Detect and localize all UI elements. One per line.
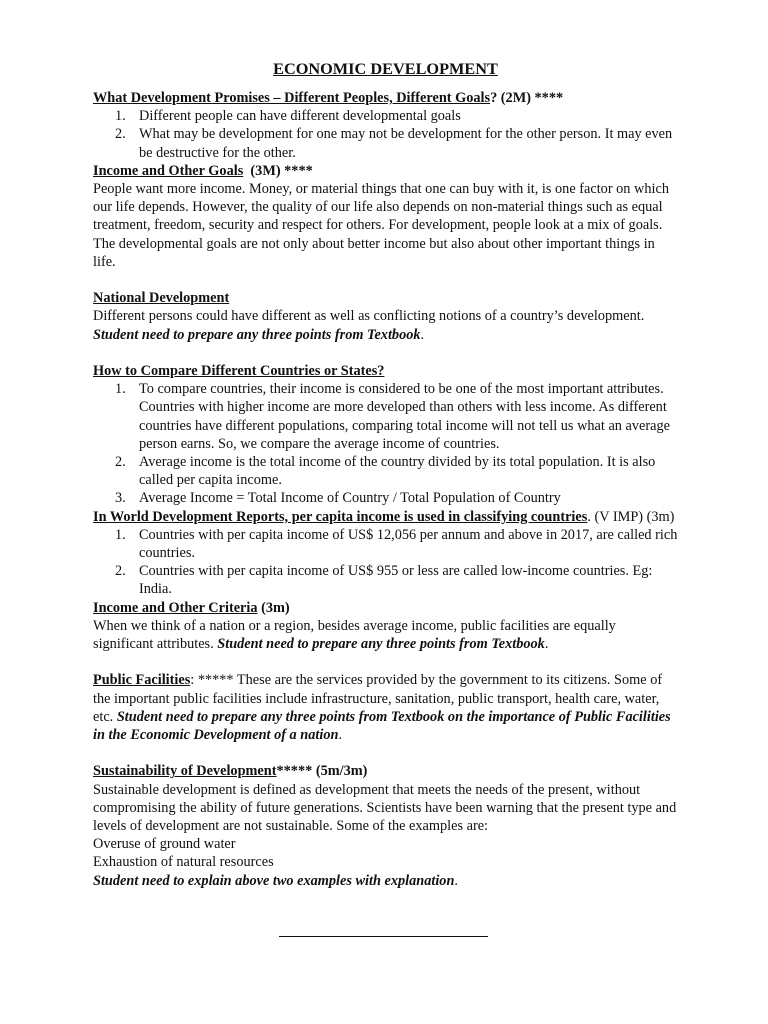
list-world-development [93, 526, 678, 599]
list-compare-countries [93, 380, 678, 507]
study-note: Student need to prepare any three points from Textbook on the importance of Public Facilities in the Economic Development of a nation [93, 708, 671, 744]
heading-marks: ? (2M) **** [490, 90, 564, 106]
heading-compare-countries [93, 362, 678, 380]
study-note: Student need to explain above two examples with explanation [93, 872, 455, 889]
heading-world-development-reports [93, 508, 678, 526]
heading-marks: . (V IMP) (3m) [587, 508, 675, 525]
list-item: 2. What may be development for one may not be development for the other person. It may even be destructive for the other. [115, 126, 673, 161]
paragraph-national-development: Different persons could have different as well as conflicting notions of a country’s development. Student need to prepare any three points from Textbook. [93, 308, 645, 343]
heading-national-development [93, 289, 678, 307]
heading-development-promises [93, 89, 678, 107]
paragraph-income-criteria: When we think of a nation or a region, besides average income, public facilities are equally significant attributes. Student need to prepare any three points from Textbook. [93, 617, 616, 653]
heading-text: What Development Promises – Different Peoples, Different Goals [93, 90, 491, 106]
heading-text: Sustainability of Development [93, 763, 277, 780]
heading-text: National Development [93, 290, 230, 307]
list-item: 1. Different people can have different developmental goals [115, 108, 461, 125]
heading-marks: (3M) **** [250, 162, 313, 179]
list-item: 2. Average income is the total income of the country divided by its total population. It is also called per capita income. [115, 454, 656, 489]
page-title: ECONOMIC DEVELOPMENT [273, 59, 498, 78]
study-note: Student need to prepare any three points from Textbook [217, 636, 545, 653]
paragraph-public-facilities: Public Facilities: ***** These are the services provided by the government to its citizens. Some of the important public facilities include infrastructure, sanitation, public transport, health care, water, etc. Student need to prepare any three points from Textbook on the importance of Public Facilities in the Economic Development of a nation. [93, 672, 671, 744]
heading-marks: (3m) [257, 599, 290, 616]
paragraph-sustainability-note: Student need to explain above two examples with explanation. [93, 872, 458, 889]
heading-text: How to Compare Different Countries or States? [93, 363, 385, 380]
paragraph-income-goals: People want more income. Money, or material things that one can buy with it, is one factor on which our life depends. However, the quality of our life also depends on non-material things such as equal treatment, freedom, security and respect for others. For development, people look at a mix of goals. The developmental goals are not only about better income but also about other important things in life. [93, 181, 669, 270]
study-note: Student need to prepare any three points from Textbook [93, 326, 421, 343]
heading-sustainability [93, 762, 678, 780]
heading-marks: ***** (5m/3m) [276, 763, 368, 780]
heading-text: Income and Other Goals [93, 162, 244, 179]
example-line: Exhaustion of natural resources [93, 854, 274, 871]
heading-income-goals [93, 162, 678, 180]
list-item: 2. Countries with per capita income of US$ 955 or less are called low-income countries. Eg: India. [115, 563, 653, 598]
list-item: 1. To compare countries, their income is considered to be one of the most important attributes. Countries with higher income are more developed than others with less income. As different countries have different populations, comparing total income will not tell us what an average person earns. So, we compare the average income of countries. [115, 381, 670, 452]
heading-income-criteria [93, 599, 678, 617]
heading-text: In World Development Reports, per capita income is used in classifying countries [93, 508, 588, 525]
heading-public-facilities: Public Facilities [93, 672, 191, 689]
list-development-promises [93, 107, 678, 162]
end-divider [279, 936, 488, 937]
example-line: Overuse of ground water [93, 836, 236, 853]
document-body [93, 59, 678, 890]
paragraph-sustainability: Sustainable development is defined as development that meets the needs of the present, without compromising the ability of future generations. Scientists have been warning that the present type and levels of development are not sustainable. Some of the examples are: [93, 781, 677, 835]
heading-text: Income and Other Criteria [93, 599, 258, 616]
list-item: 3. Average Income = Total Income of Country / Total Population of Country [115, 490, 561, 507]
list-item: 1. Countries with per capita income of US$ 12,056 per annum and above in 2017, are called rich countries. [115, 526, 678, 562]
